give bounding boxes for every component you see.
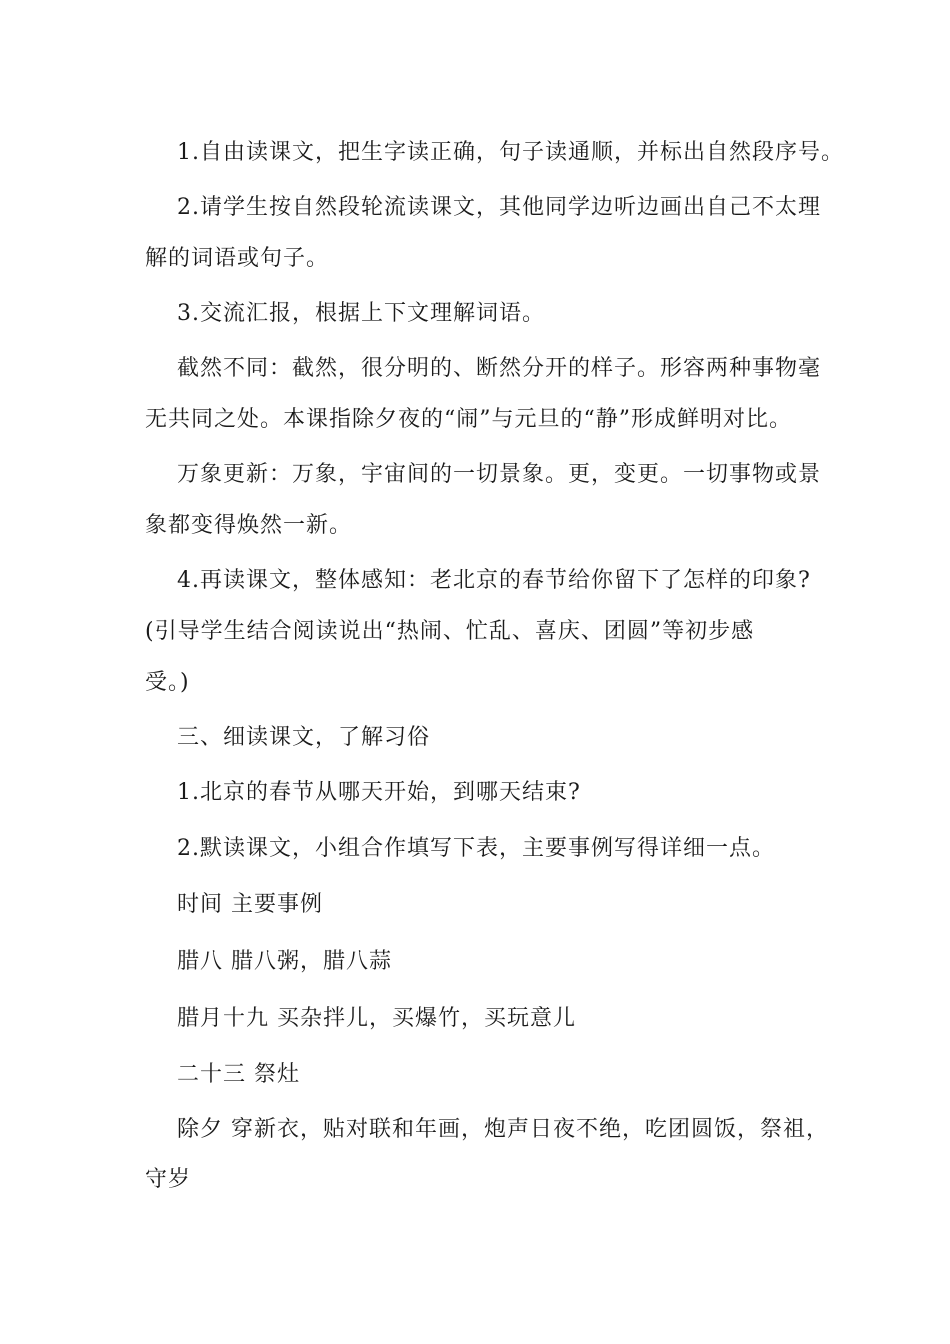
table-row-line-1: 腊八 腊八粥，腊八蒜 [177, 949, 392, 974]
table-row-line-2: 腊月十九 买杂拌儿，买爆竹，买玩意儿 [177, 1006, 576, 1031]
paragraph-line-1: 1.自由读课文，把生字读正确，句子读通顺，并标出自然段序号。 [177, 140, 844, 165]
paragraph-line-11: 受。) [145, 670, 190, 695]
table-row-line-4: 除夕 穿新衣，贴对联和年画，炮声日夜不绝，吃团圆饭，祭祖， [177, 1117, 829, 1142]
paragraph-line-5: 截然不同：截然，很分明的、断然分开的样子。形容两种事物毫 [177, 356, 822, 381]
paragraph-line-10: (引导学生结合阅读说出“热闹、忙乱、喜庆、团圆”等初步感 [145, 619, 755, 644]
paragraph-line-2: 2.请学生按自然段轮流读课文，其他同学边听边画出自己不太理 [177, 195, 821, 220]
paragraph-line-9: 4.再读课文，整体感知：老北京的春节给你留下了怎样的印象? [177, 568, 811, 593]
paragraph-line-7: 万象更新：万象，宇宙间的一切景象。更，变更。一切事物或景 [177, 462, 822, 487]
paragraph-line-3: 解的词语或句子。 [145, 246, 330, 271]
paragraph-line-13: 1.北京的春节从哪天开始，到哪天结束? [177, 780, 581, 805]
paragraph-line-14: 2.默读课文，小组合作填写下表，主要事例写得详细一点。 [177, 836, 775, 861]
paragraph-line-6: 无共同之处。本课指除夕夜的“闹”与元旦的“静”形成鲜明对比。 [145, 407, 792, 432]
table-header-line: 时间 主要事例 [177, 892, 323, 917]
table-row-line-3: 二十三 祭灶 [177, 1062, 300, 1087]
paragraph-line-4: 3.交流汇报，根据上下文理解词语。 [177, 301, 545, 326]
paragraph-line-8: 象都变得焕然一新。 [145, 513, 353, 538]
table-row-line-4-cont: 守岁 [145, 1167, 192, 1192]
section-heading: 三、细读课文，了解习俗 [177, 725, 431, 750]
